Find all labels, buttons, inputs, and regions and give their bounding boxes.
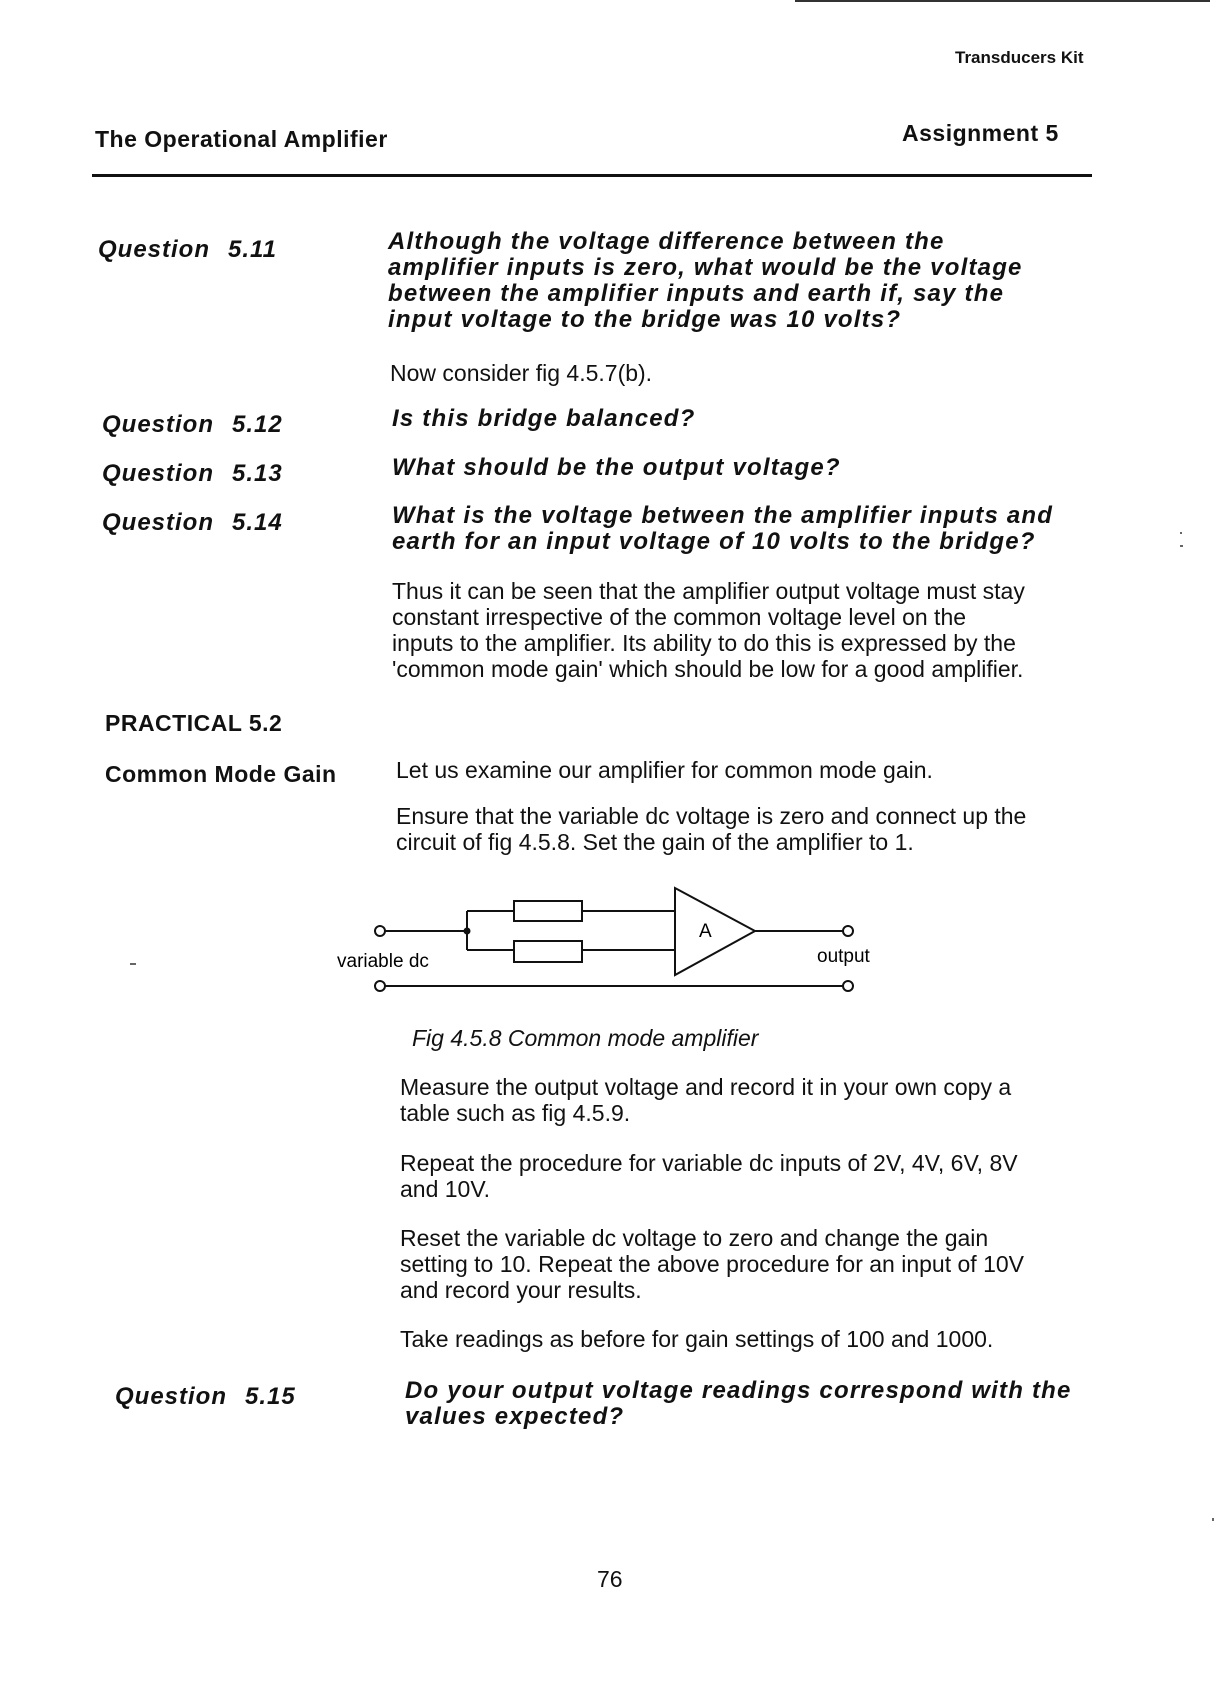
page-title: The Operational Amplifier	[95, 126, 388, 152]
junction-dot	[464, 928, 471, 935]
output-label: output	[817, 946, 870, 967]
paragraph: Ensure that the variable dc voltage is zero and connect up the circuit of fig 4.5.8. Set the gain of the amplifier to 1.	[396, 803, 1027, 855]
scan-speck	[1180, 545, 1183, 547]
header-rule	[92, 174, 1092, 177]
scan-speck	[1180, 532, 1182, 534]
paragraph: Now consider fig 4.5.7(b).	[390, 360, 653, 386]
paragraph: Reset the variable dc voltage to zero and change the gain setting to 10. Repeat the above procedure for an input of 10V and record your results.	[400, 1225, 1024, 1303]
paragraph: Repeat the procedure for variable dc inputs of 2V, 4V, 6V, 8V and 10V.	[400, 1150, 1018, 1202]
question-text: Do your output voltage readings correspond with the values expected?	[405, 1377, 1072, 1430]
assignment-label: Assignment 5	[902, 120, 1059, 146]
bottom-resistor	[514, 941, 582, 962]
practical-title: PRACTICAL 5.2	[105, 710, 283, 736]
input-terminal	[375, 926, 385, 936]
ground-input-terminal	[375, 981, 385, 991]
output-terminal	[843, 926, 853, 936]
question-text: Although the voltage difference between the amplifier inputs is zero, what would be the voltage between the amplifier inputs and earth if, say the input voltage to the bridge was 10 volts?	[388, 228, 1023, 333]
common-mode-amplifier-diagram	[330, 880, 890, 1010]
paragraph: Let us examine our amplifier for common mode gain.	[396, 757, 933, 783]
top-rule	[795, 0, 1210, 2]
question-label: Question 5.11	[98, 236, 277, 263]
input-label: variable dc	[337, 951, 429, 972]
kit-name: Transducers Kit	[955, 48, 1084, 67]
paragraph: Thus it can be seen that the amplifier output voltage must stay constant irrespective of the common voltage level on the inputs to the amplifier. Its ability to do this is expressed by the 'common mode gain' which should be low for a good amplifier.	[392, 578, 1025, 682]
paragraph: Measure the output voltage and record it in your own copy a table such as fig 4.5.9.	[400, 1074, 1012, 1126]
ground-output-terminal	[843, 981, 853, 991]
amplifier-triangle	[675, 888, 755, 975]
page-number: 76	[597, 1566, 623, 1592]
question-label: Question 5.15	[115, 1383, 296, 1410]
amplifier-label: A	[699, 921, 712, 942]
question-label: Question 5.14	[102, 509, 283, 536]
question-label: Question 5.13	[102, 460, 283, 487]
question-text: Is this bridge balanced?	[392, 405, 696, 432]
scan-speck	[130, 963, 136, 965]
figure-caption: Fig 4.5.8 Common mode amplifier	[412, 1025, 759, 1051]
question-label: Question 5.12	[102, 411, 283, 438]
top-resistor	[514, 901, 582, 921]
question-text: What is the voltage between the amplifier inputs and earth for an input voltage of 10 volts to the bridge?	[392, 502, 1054, 555]
question-text: What should be the output voltage?	[392, 454, 841, 481]
scan-speck	[1212, 1518, 1214, 1521]
paragraph: Take readings as before for gain settings of 100 and 1000.	[400, 1326, 994, 1352]
practical-subtitle: Common Mode Gain	[105, 761, 337, 787]
